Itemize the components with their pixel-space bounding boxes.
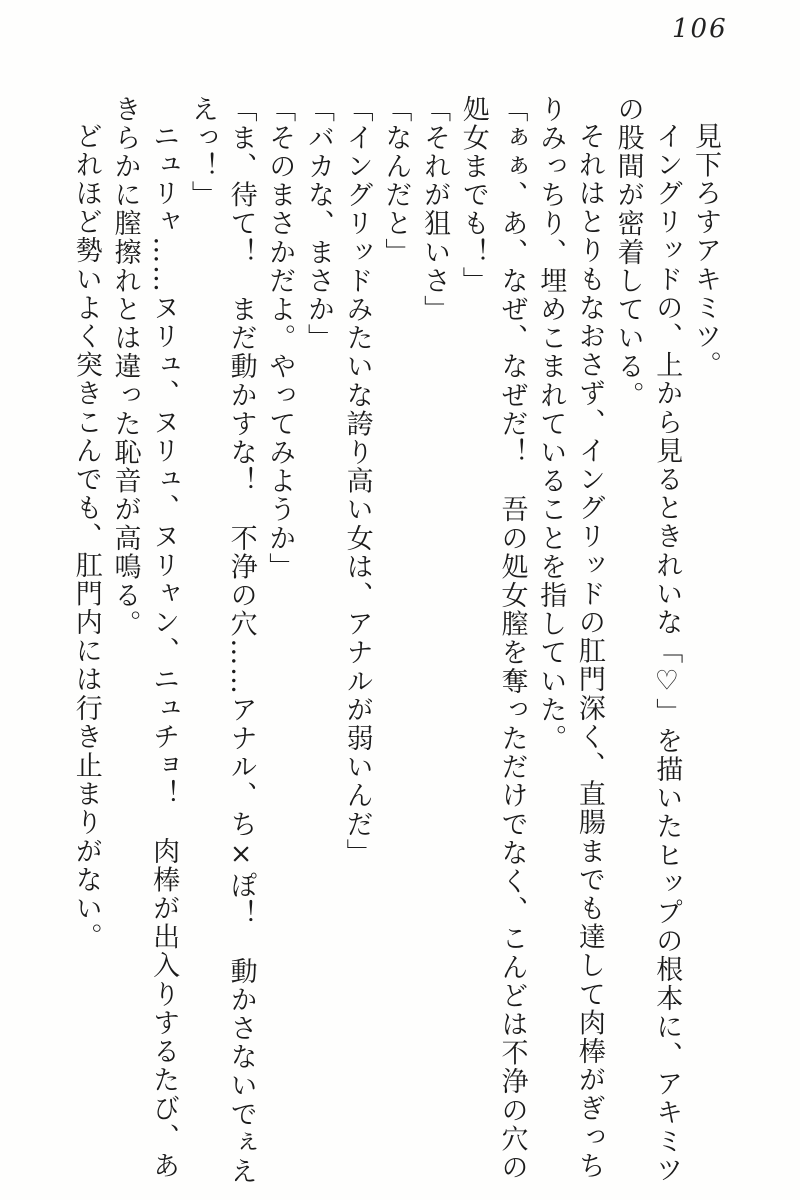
paragraph-dialogue: 「それが狙いさ」 xyxy=(419,95,451,324)
paragraph: ニュリャ……ヌリュ、ヌリュ、ヌリャン、ニュチョ！ 肉棒が出入りするたび、あきらかに膣擦れとは違った恥音が高鳴る。 xyxy=(109,95,180,1181)
paragraph-dialogue: 「バカな、まさか」 xyxy=(302,95,334,353)
paragraph-dialogue: 「ま、待て！ まだ動かすな！ 不浄の穴……アナル、ち×ぽ！ 動かさないでぇええっ！」 xyxy=(186,95,257,1186)
paragraph: どれほど勢いよく突きこんでも、肛門内には行き止まりがない。 xyxy=(70,122,102,952)
page-number: 106 xyxy=(672,14,728,44)
text-block xyxy=(66,95,724,1193)
paragraph-dialogue: 「そのまさかだよ。やってみようか」 xyxy=(264,95,296,582)
paragraph: 見下ろすアキミツ。 xyxy=(690,122,721,380)
paragraph: それはとりもなおさず、イングリッドの肛門深く、直腸までも達して肉棒がぎっちりみっちり、埋めこまれていることを指していた。 xyxy=(535,95,605,1181)
paragraph-dialogue: 「イングリッドみたいな誇り高い女は、アナルが弱いんだ」 xyxy=(341,95,373,868)
paragraph: イングリッドの、上から見るときれいな「♡」を描いたヒップの根本に、アキミツの股間が密着している。 xyxy=(612,95,683,1185)
paragraph-dialogue: 「ぁぁ、あ、なぜ、なぜだ！ 吾の処女膣を奪っただけでなく、こんどは不浄の穴の処女までも！」 xyxy=(457,95,528,1182)
paragraph-dialogue: 「なんだと」 xyxy=(380,95,412,267)
